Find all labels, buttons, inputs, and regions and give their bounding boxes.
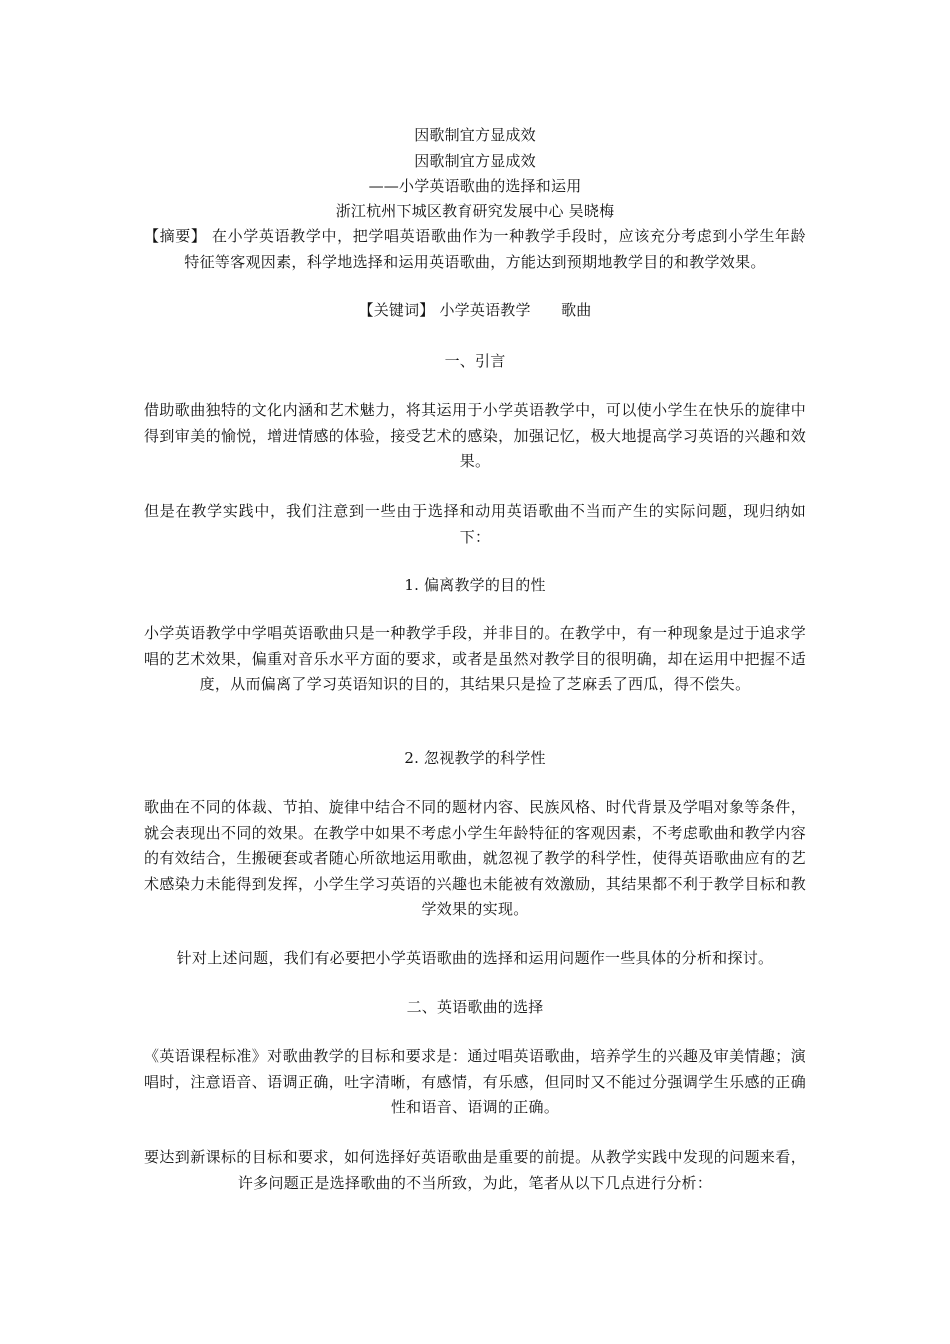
selection-paragraph: 要达到新课标的目标和要求，如何选择好英语歌曲是重要的前提。从教学实践中发现的问题来看，许多问题正是选择歌曲的不当所致，为此，笔者从以下几点进行分析： [144, 1148, 806, 1192]
section-heading-song-selection: 二、英语歌曲的选择 [406, 998, 544, 1016]
document-author: 浙江杭州下城区教育研究发展中心 吴晓梅 [335, 202, 615, 220]
document-title-repeat: 因歌制宜方显成效 [414, 152, 536, 170]
subheading-deviation: 1. 偏离教学的目的性 [404, 576, 546, 594]
subheading-scientific: 2. 忽视教学的科学性 [404, 749, 546, 767]
document-title: 因歌制宜方显成效 [414, 126, 536, 144]
intro-paragraph-2: 但是在教学实践中，我们注意到一些由于选择和动用英语歌曲不当而产生的实际问题，现归纳如下： [144, 502, 806, 546]
curriculum-paragraph: 《英语课程标准》对歌曲教学的目标和要求是：通过唱英语歌曲，培养学生的兴趣及审美情趣；演唱时，注意语音、语调正确，吐字清晰，有感情，有乐感，但同时又不能过分强调学生乐感的正确性和语音、语调的正确。 [144, 1047, 806, 1116]
abstract-paragraph: 【摘要】 在小学英语教学中，把学唱英语歌曲作为一种教学手段时，应该充分考虑到小学生年龄特征等客观因素，科学地选择和运用英语歌曲，方能达到预期地教学目的和教学效果。 [144, 227, 806, 271]
intro-paragraph-1: 借助歌曲独特的文化内涵和艺术魅力，将其运用于小学英语教学中，可以使小学生在快乐的旋律中得到审美的愉悦，增进情感的体验，接受艺术的感染，加强记忆，极大地提高学习英语的兴趣和效果。 [144, 401, 806, 470]
deviation-paragraph: 小学英语教学中学唱英语歌曲只是一种教学手段，并非目的。在教学中，有一种现象是过于追求学唱的艺术效果，偏重对音乐水平方面的要求，或者是虽然对教学目的很明确，却在运用中把握不适度，从而偏离了学习英语知识的目的，其结果只是捡了芝麻丢了西瓜，得不偿失。 [144, 624, 806, 693]
keywords-line: 【关键词】 小学英语教学 歌曲 [358, 301, 592, 319]
document-subtitle: ——小学英语歌曲的选择和运用 [368, 177, 582, 195]
scientific-paragraph: 歌曲在不同的体裁、节拍、旋律中结合不同的题材内容、民族风格、时代背景及学唱对象等条件，就会表现出不同的效果。在教学中如果不考虑小学生年龄特征的客观因素，不考虑歌曲和教学内容的有效结合，生搬硬套或者随心所欲地运用歌曲，就忽视了教学的科学性，使得英语歌曲应有的艺术感染力未能得到发挥，小学生学习英语的兴趣也未能被有效激励，其结果都不利于教学目标和教学效果的实现。 [144, 798, 806, 918]
transition-paragraph: 针对上述问题，我们有必要把小学英语歌曲的选择和运用问题作一些具体的分析和探讨。 [176, 949, 774, 967]
section-heading-introduction: 一、引言 [444, 352, 506, 370]
